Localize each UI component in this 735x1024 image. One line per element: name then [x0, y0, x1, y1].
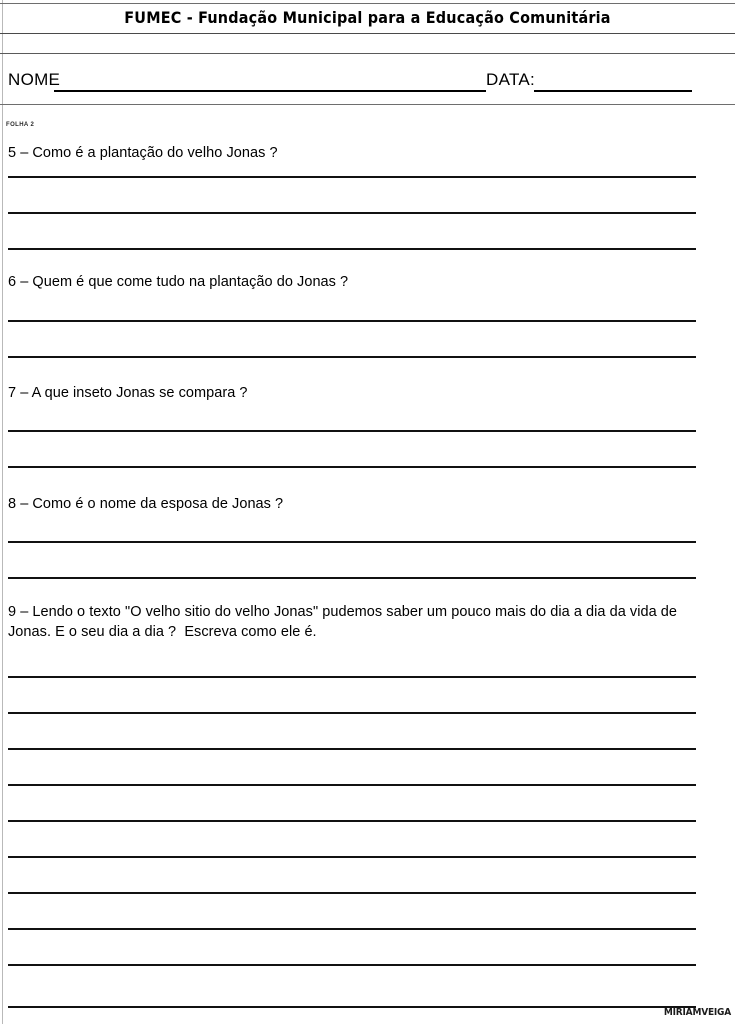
answer-line-q9-10[interactable]: [8, 1006, 696, 1008]
answer-line-q8-1[interactable]: [8, 541, 696, 543]
answer-line-q8-2[interactable]: [8, 577, 696, 579]
date-field-label: DATA:: [486, 70, 536, 89]
header-rule-below-name: [0, 104, 735, 105]
answer-line-q9-8[interactable]: [8, 928, 696, 930]
answer-line-q9-1[interactable]: [8, 676, 696, 678]
name-input[interactable]: [54, 90, 486, 92]
question-text: 7 – A que inseto Jonas se compara ?: [8, 385, 248, 401]
question-text: 9 – Lendo o texto "O velho sitio do velho Jonas" pudemos saber um pouco mais do dia a dia da vida de Jonas. E o seu dia a dia ? Escreva como ele é.: [8, 604, 682, 640]
answer-line-q7-2[interactable]: [8, 466, 696, 468]
header-rule-top: [0, 3, 735, 4]
answer-line-q5-1[interactable]: [8, 176, 696, 178]
author-watermark: MIRIAMVEIGA: [663, 1007, 731, 1018]
question-9: [8, 602, 708, 642]
answer-line-q9-2[interactable]: [8, 712, 696, 714]
question-6: [8, 272, 708, 292]
answer-line-q6-1[interactable]: [8, 320, 696, 322]
question-text: 5 – Como é a plantação do velho Jonas ?: [8, 145, 278, 161]
answer-line-q9-3[interactable]: [8, 748, 696, 750]
answer-line-q6-2[interactable]: [8, 356, 696, 358]
answer-line-q7-1[interactable]: [8, 430, 696, 432]
question-8: [8, 494, 708, 514]
question-text: 6 – Quem é que come tudo na plantação do Jonas ?: [8, 274, 349, 290]
question-7: [8, 383, 708, 403]
page-title: FUMEC - Fundação Municipal para a Educação Comunitária: [124, 8, 611, 27]
answer-line-q5-3[interactable]: [8, 248, 696, 250]
sheet-marker: FOLHA 2: [6, 122, 35, 128]
answer-line-q9-4[interactable]: [8, 784, 696, 786]
answer-line-q9-6[interactable]: [8, 856, 696, 858]
answer-line-q9-5[interactable]: [8, 820, 696, 822]
header-rule-above-name: [0, 53, 735, 54]
header-rule-under-title: [0, 33, 735, 34]
question-5: [8, 143, 708, 163]
page-left-border: [2, 0, 3, 1024]
student-info-row: [8, 70, 708, 92]
name-field-label: NOME: [8, 70, 61, 89]
answer-line-q5-2[interactable]: [8, 212, 696, 214]
question-text: 8 – Como é o nome da esposa de Jonas ?: [8, 496, 284, 512]
answer-line-q9-9[interactable]: [8, 964, 696, 966]
date-input[interactable]: [534, 90, 692, 92]
answer-line-q9-7[interactable]: [8, 892, 696, 894]
